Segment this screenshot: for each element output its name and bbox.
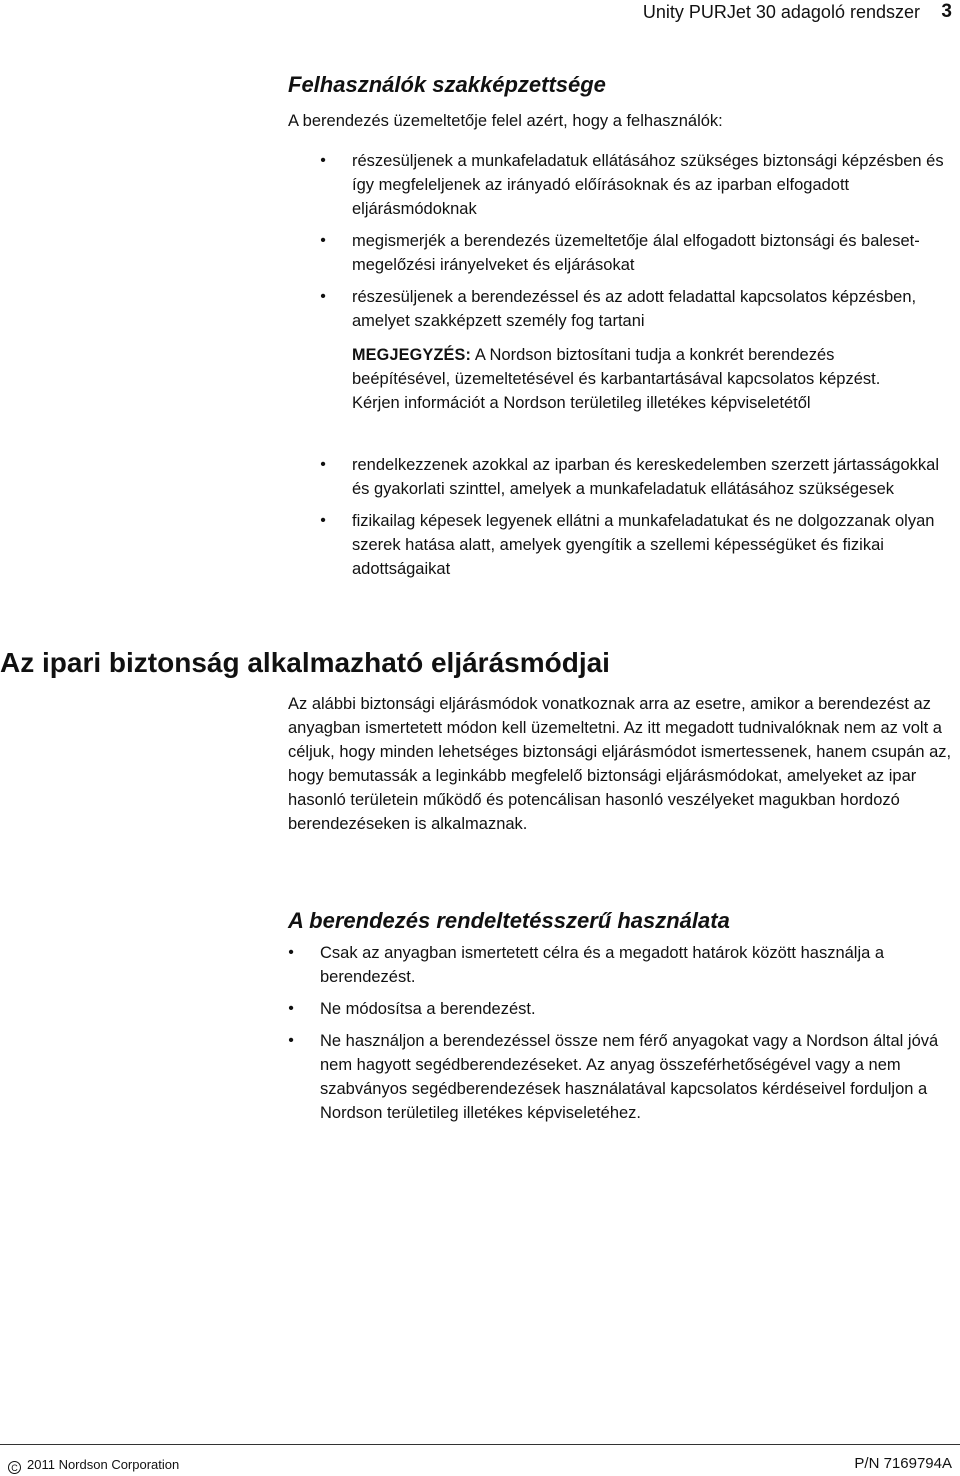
bullet-icon: • bbox=[320, 232, 326, 249]
note-text: A Nordson biztosítani tudja a konkrét berendezés beépítésével, üzemeltetésével és karbantartásával kapcsolatos képzést. Kérjen információt a Nordson területileg illetékes képviseletétől bbox=[352, 346, 881, 412]
bullet-icon: • bbox=[320, 288, 326, 305]
list-item-text: fizikailag képesek legyenek ellátni a munkafeladatukat és ne dolgozzanak olyan szerek hatása alatt, amelyek gyengítik a szellemi képességüket és fizikai adottságaikat bbox=[352, 512, 935, 578]
note-label: MEGJEGYZÉS: bbox=[352, 346, 472, 364]
list-item bbox=[320, 453, 952, 501]
copyright-icon: C bbox=[8, 1461, 21, 1474]
list-item-text: Csak az anyagban ismertetett célra és a megadott határok között használja a berendezést. bbox=[320, 944, 885, 986]
list-item bbox=[320, 509, 952, 581]
list-item bbox=[320, 149, 952, 221]
section-title-safety-procedures: Az ipari biztonság alkalmazható eljárásmódjai bbox=[0, 647, 610, 678]
qualification-list bbox=[320, 149, 952, 333]
list-item-text: megismerjék a berendezés üzemeltetője álal elfogadott biztonsági és baleset-megelőzési irányelveket és eljárásokat bbox=[352, 232, 920, 274]
bullet-icon: • bbox=[320, 152, 326, 169]
section-intro: A berendezés üzemeltetője felel azért, hogy a felhasználók: bbox=[288, 112, 723, 130]
intended-use-list bbox=[288, 941, 940, 1125]
list-item-text: rendelkezzenek azokkal az iparban és kereskedelemben szerzett jártasságokkal és gyakorlati szinttel, amelyek a munkafeladatuk ellátásához szükségesek bbox=[352, 456, 939, 498]
list-item-text: Ne módosítsa a berendezést. bbox=[320, 1000, 536, 1018]
list-item-text: Ne használjon a berendezéssel össze nem férő anyagokat vagy a Nordson által jóvá nem hagyott segédberendezéseket. Az anyag összeférhetőségével vagy a nem szabványos segédberendezések használatával kapcsolatos kérdéseivel forduljon a Nordson területileg illetékes képviseletéhez. bbox=[320, 1032, 939, 1122]
bullet-icon: • bbox=[320, 512, 326, 529]
page-header bbox=[0, 0, 960, 24]
list-item bbox=[288, 1029, 940, 1125]
list-item bbox=[288, 997, 940, 1021]
section-title-user-qualification: Felhasználók szakképzettsége bbox=[288, 72, 606, 97]
list-item-text: részesüljenek a berendezéssel és az adott feladattal kapcsolatos képzésben, amelyet szakképzett személy fog tartani bbox=[352, 288, 917, 330]
list-item bbox=[288, 941, 940, 989]
note-block bbox=[352, 343, 912, 415]
section-body: Az alábbi biztonsági eljárásmódok vonatkoznak arra az esetre, amikor a berendezést az anyagban ismertetett módon kell üzemeltetni. Az itt megadott tudnivalóknak nem az volt a céljuk, hogy minden lehetséges biztonsági eljárásmódot ismertessenek, hanem csupán az, hogy bemutassák a leginkább megfelelő biztonsági eljárásmódokat, amelyeket az ipar hasonló területein működő és potencálisan hasonló veszélyeket magukban hordozó berendezéseken is alkalmaznak. bbox=[288, 695, 952, 833]
copyright-text: 2011 Nordson Corporation bbox=[27, 1457, 180, 1472]
list-item bbox=[320, 285, 952, 333]
bullet-icon: • bbox=[288, 1000, 294, 1017]
bullet-icon: • bbox=[288, 944, 294, 961]
footer-copyright bbox=[8, 1456, 179, 1474]
page-number: 3 bbox=[941, 1, 952, 22]
header-title: Unity PURJet 30 adagoló rendszer bbox=[642, 2, 920, 22]
list-item bbox=[320, 229, 952, 277]
bullet-icon: • bbox=[288, 1032, 294, 1049]
footer-divider bbox=[0, 1444, 960, 1445]
part-number: P/N 7169794A bbox=[854, 1455, 952, 1472]
qualification-list-continued bbox=[320, 453, 952, 581]
bullet-icon: • bbox=[320, 456, 326, 473]
section-title-intended-use: A berendezés rendeltetésszerű használata bbox=[288, 908, 730, 933]
list-item-text: részesüljenek a munkafeladatuk ellátásához szükséges biztonsági képzésben és így megfeleljenek az irányadó előírásoknak és az iparban elfogadott eljárásmódoknak bbox=[352, 152, 944, 218]
